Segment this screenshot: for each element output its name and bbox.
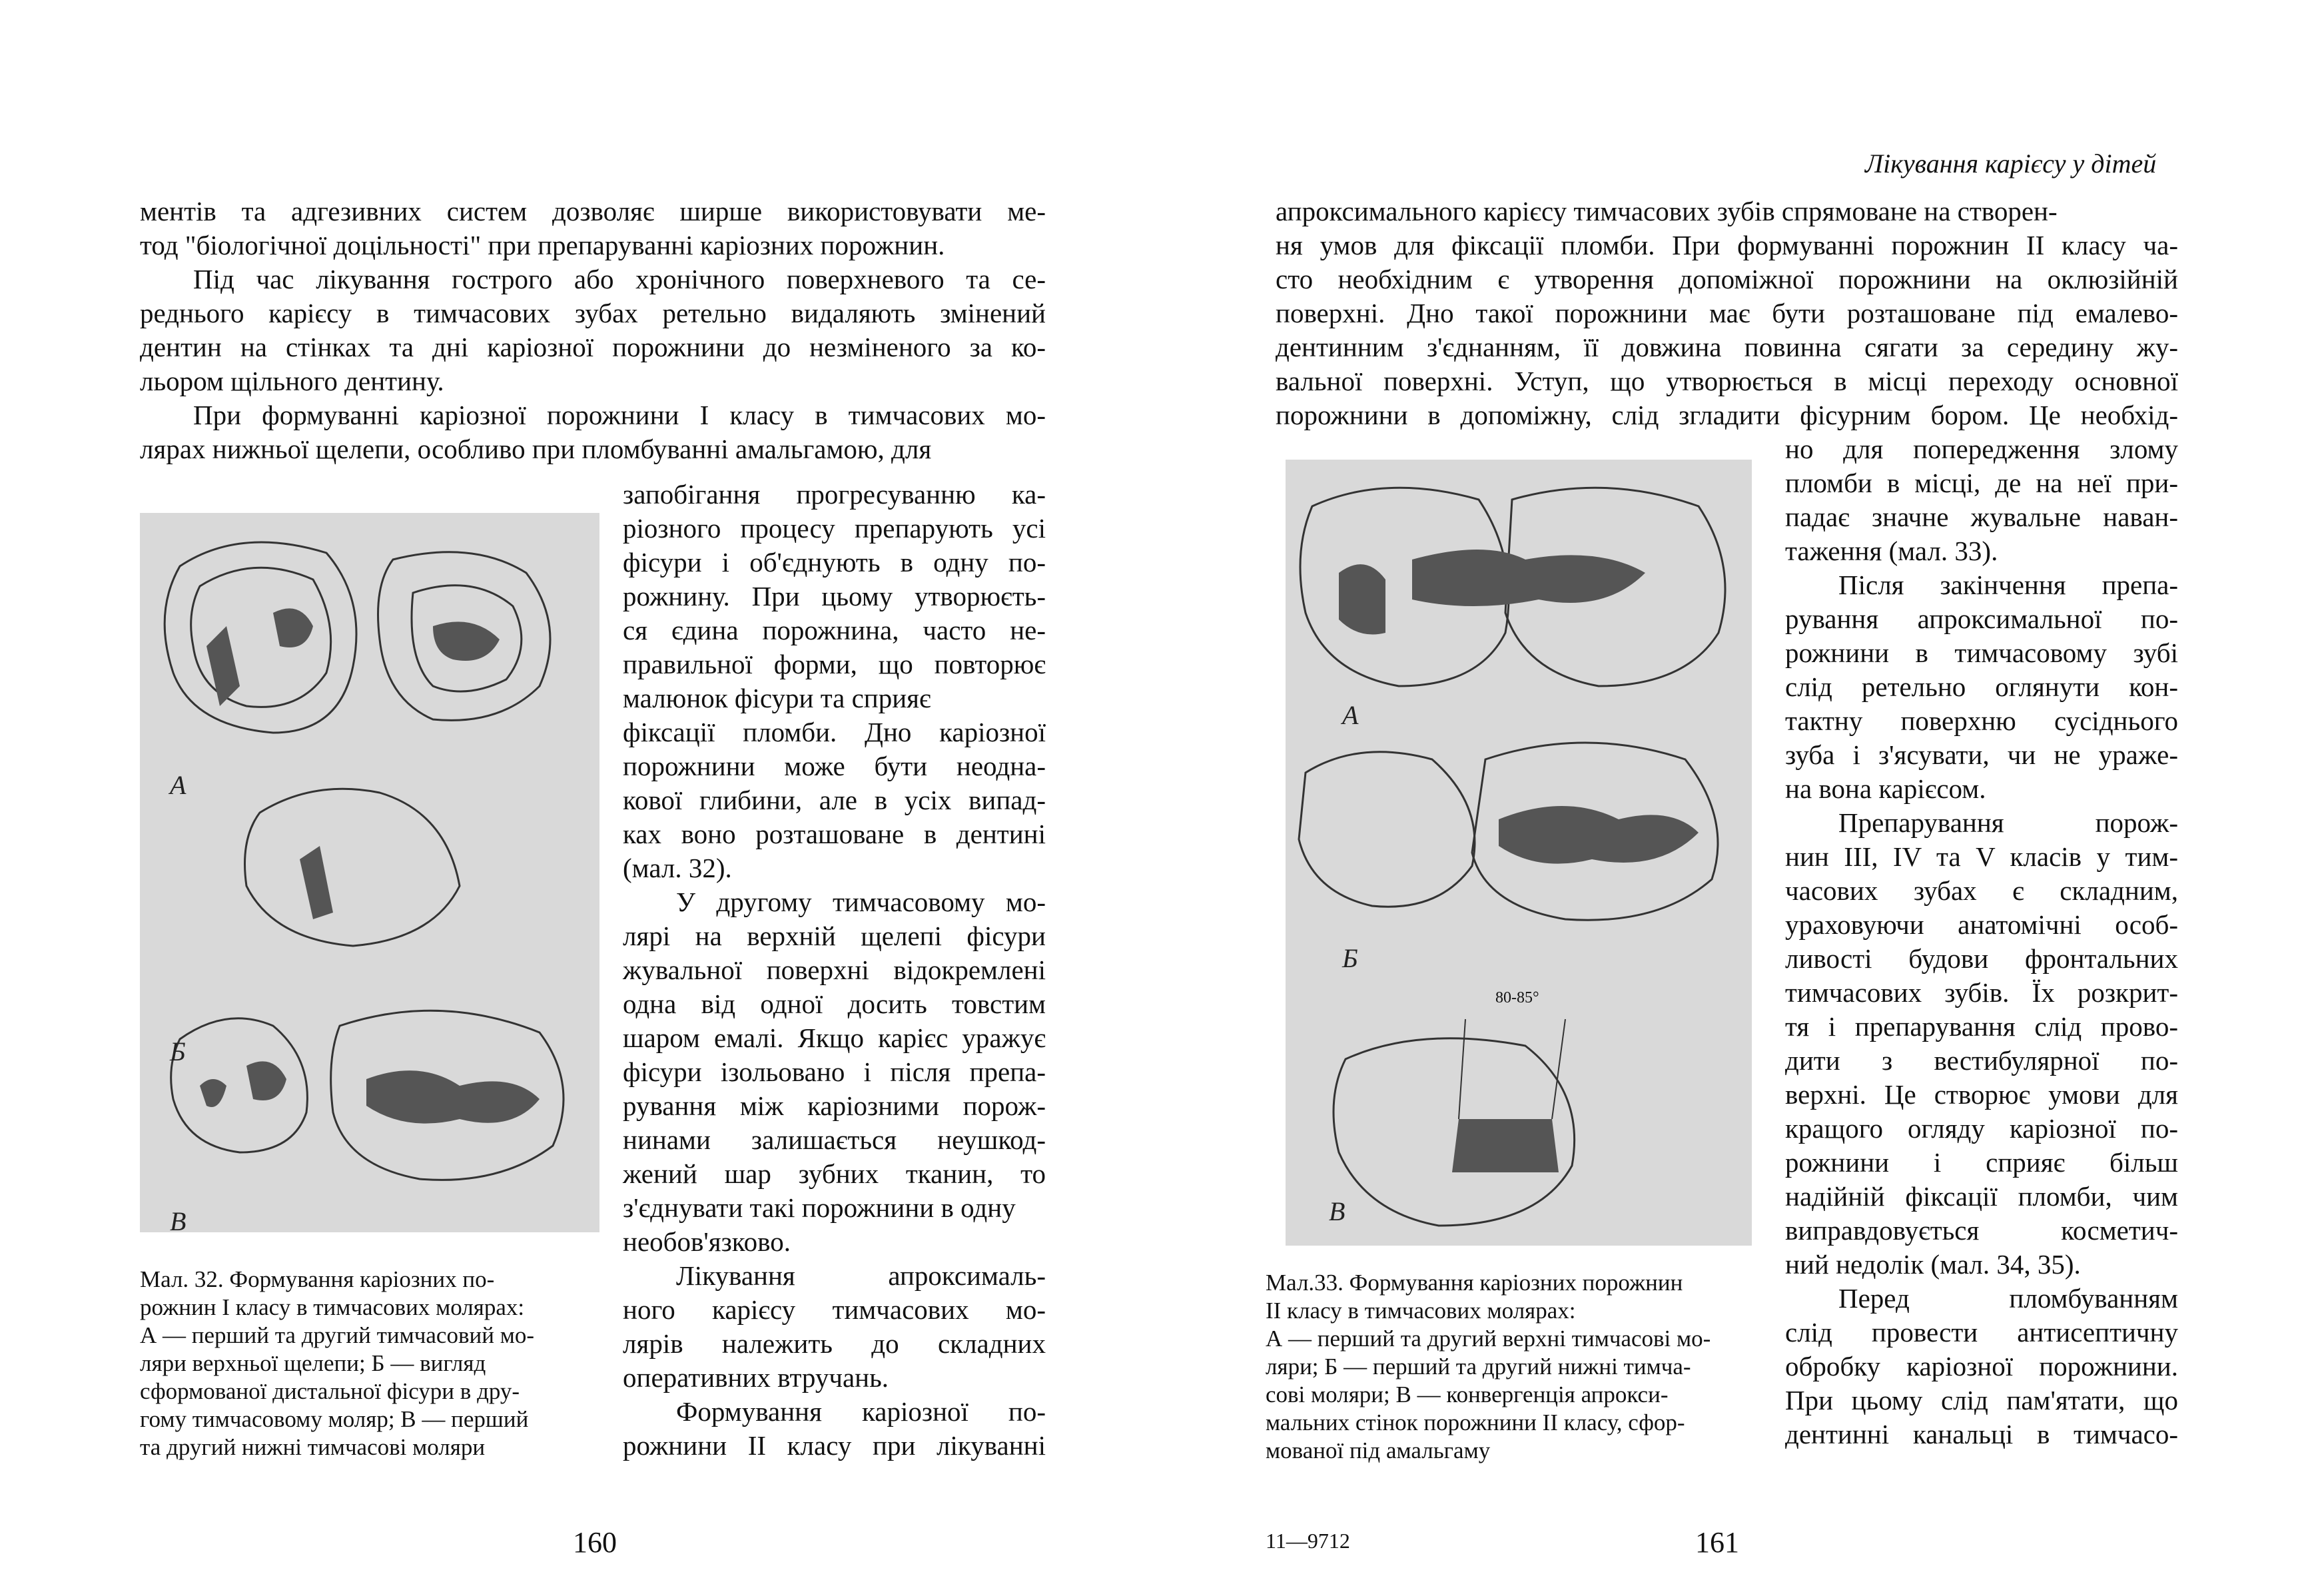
- text-line: верхні. Це створює умови для: [1785, 1079, 2178, 1110]
- running-header: Лікування карієсу у дітей: [1865, 149, 2157, 179]
- text-line: таження (мал. 33).: [1785, 536, 1998, 566]
- text-line: апроксимального карієсу тимчасових зубів спрямоване на створен-: [1276, 196, 2058, 226]
- text-line: шаром емалі. Якщо карієс уражує: [623, 1022, 1046, 1053]
- text-line: ріозного процесу препарують усі: [623, 513, 1046, 544]
- text-line: фісури і об'єднують в одну по-: [623, 547, 1046, 578]
- signature-mark: 11—9712: [1266, 1529, 1350, 1553]
- text-line: тактну поверхню сусіднього: [1785, 705, 2178, 736]
- caption-line: рожнин І класу в тимчасових молярах:: [140, 1294, 525, 1320]
- text-line: часових зубах є складним,: [1785, 875, 2178, 906]
- text-line: У другому тимчасовому мо-: [676, 887, 1046, 917]
- text-line: ках воно розташоване в дентині: [623, 819, 1046, 849]
- text-line: Після закінчення препа-: [1838, 570, 2178, 600]
- figure-33-image: [1286, 460, 1752, 1246]
- text-line: слід ретельно оглянути кон-: [1785, 671, 2178, 702]
- text-line: ливості будови фронтальних: [1785, 943, 2178, 974]
- caption-line: мальних стінок порожнини II класу, сфор-: [1266, 1409, 1685, 1435]
- right-full-text: [1276, 195, 2178, 432]
- text-line: кової глибини, але в усіх випад-: [623, 785, 1046, 815]
- text-line: на вона карієсом.: [1785, 773, 1986, 804]
- text-line: вальної поверхні. Уступ, що утворюється в місці переходу основної: [1276, 366, 2178, 396]
- text-line: зуба і з'ясувати, чи не уражe-: [1785, 739, 2178, 770]
- text-line: дентинні канальці в тимчасо-: [1785, 1419, 2178, 1449]
- text-line: тод "біологічної доцільності" при препаруванні каріозних порожнин.: [140, 230, 945, 260]
- text-line: рожнини в тимчасовому зубі: [1785, 637, 2178, 668]
- text-line: ний недолік (мал. 34, 35).: [1785, 1249, 2081, 1280]
- text-line: тя і препарування слід прово-: [1785, 1011, 2178, 1042]
- figure-label: А: [1342, 700, 1359, 730]
- figure-label: Б: [1342, 943, 1358, 973]
- text-line: Препарування порож-: [1838, 807, 2178, 838]
- figure-label: А: [170, 770, 187, 800]
- left-full-text: [140, 195, 1046, 466]
- text-line: рування між каріозними порож-: [623, 1090, 1046, 1121]
- caption-line: та другий нижні тимчасові моляри: [140, 1434, 486, 1460]
- caption-line: Мал.33. Формування каріозних порожнин: [1266, 1270, 1683, 1296]
- page-number-right: 161: [1695, 1526, 1739, 1559]
- caption-line: сформованої дистальної фісури в дру-: [140, 1378, 520, 1404]
- text-line: При формуванні каріозної порожнини І класу в тимчасових мо-: [193, 400, 1046, 430]
- text-line: Формування каріозної по-: [676, 1396, 1046, 1427]
- text-line: порожнини в допоміжну, слід згладити фісурним бором. Це необхід-: [1276, 400, 2178, 430]
- text-line: рування апроксимальної по-: [1785, 603, 2178, 634]
- text-line: Перед пломбуванням: [1838, 1283, 2178, 1314]
- caption-line: II класу в тимчасових молярах:: [1266, 1298, 1576, 1324]
- text-line: сто необхідним є утворення допоміжної порожнини на оклюзійній: [1276, 264, 2178, 294]
- figure-label: В: [170, 1206, 187, 1236]
- caption-line: сові моляри; В — конвергенція апрокси-: [1266, 1382, 1669, 1407]
- text-line: фісури ізольовано і після препа-: [623, 1056, 1046, 1087]
- text-line: ня умов для фіксації пломби. При формуванні порожнин II класу ча-: [1276, 230, 2178, 260]
- text-line: оперативних втручань.: [623, 1362, 889, 1393]
- text-line: При цьому слід пам'ятати, що: [1785, 1385, 2178, 1415]
- text-line: поверхні. Дно такої порожнини має бути розташоване під емалево-: [1276, 298, 2178, 328]
- figure-angle-label: 80-85°: [1495, 989, 1539, 1006]
- caption-line: Мал. 32. Формування каріозних по-: [140, 1266, 495, 1292]
- text-line: ного карієсу тимчасових мо-: [623, 1294, 1046, 1325]
- text-line: одна від одної досить товстим: [623, 989, 1046, 1019]
- text-line: реднього карієсу в тимчасових зубах ретельно видаляють змінений: [140, 298, 1046, 328]
- caption-line: гому тимчасовому моляр; В — перший: [140, 1406, 529, 1432]
- page-number-left: 160: [573, 1526, 617, 1559]
- text-line: тимчасових зубів. Їх розкрит-: [1785, 977, 2178, 1008]
- text-line: рожнини II класу при лікуванні: [623, 1430, 1046, 1461]
- text-line: рожнини і сприяє більш: [1785, 1147, 2178, 1178]
- caption-line: А — перший та другий тимчасовий мо-: [140, 1322, 535, 1348]
- caption-line: мованої під амальгаму: [1266, 1437, 1491, 1463]
- text-line: жувальної поверхні відокремлені: [623, 955, 1046, 985]
- text-line: нин III, IV та V класів у тим-: [1785, 841, 2178, 872]
- text-line: правильної форми, що повторює: [623, 649, 1046, 679]
- right-column-text: [1785, 432, 2178, 1451]
- text-line: порожнини може бути неодна-: [623, 751, 1046, 781]
- text-line: дентинним з'єднанням, її довжина повинна сягати за середину жу-: [1276, 332, 2178, 362]
- caption-line: А — перший та другий верхні тимчасові мо-: [1266, 1326, 1711, 1352]
- text-line: но для попередження злому: [1785, 434, 2178, 464]
- text-line: малюнок фісури та сприяє: [623, 683, 931, 713]
- text-line: падає значне жувальне наван-: [1785, 502, 2178, 532]
- figure-32-image: [140, 513, 599, 1232]
- figure-32-caption: [140, 1266, 606, 1461]
- left-column-text: [623, 478, 1046, 1463]
- text-line: дентин на стінках та дні каріозної порожнини до незміненого за ко-: [140, 332, 1046, 362]
- text-line: фіксації пломби. Дно каріозної: [623, 717, 1046, 747]
- text-line: ментів та адгезивних систем дозволяє ширше використовувати ме-: [140, 196, 1046, 226]
- text-line: льором щільного дентину.: [140, 366, 444, 396]
- figure-label: В: [1329, 1196, 1345, 1226]
- text-line: кращого огляду каріозної по-: [1785, 1113, 2178, 1144]
- text-line: жений шар зубних тканин, то: [623, 1158, 1046, 1189]
- text-line: слід провести антисептичну: [1785, 1317, 2178, 1348]
- text-line: ся єдина порожнина, часто не-: [623, 615, 1046, 645]
- caption-line: ляри; Б — перший та другий нижні тимча-: [1266, 1354, 1691, 1380]
- text-line: рожнину. При цьому утворюєть-: [623, 581, 1046, 611]
- text-line: обробку каріозної порожнини.: [1785, 1351, 2178, 1382]
- text-line: лярах нижньої щелепи, особливо при пломбуванні амальгамою, для: [140, 434, 932, 464]
- text-line: запобігання прогресуванню ка-: [623, 479, 1046, 510]
- figure-33-caption: [1266, 1269, 1758, 1465]
- text-line: лярі на верхній щелепі фісури: [623, 921, 1046, 951]
- text-line: надійній фіксації пломби, чим: [1785, 1181, 2178, 1212]
- text-line: виправдовується косметич-: [1785, 1215, 2178, 1246]
- text-line: лярів належить до складних: [623, 1328, 1046, 1359]
- figure-label: Б: [170, 1036, 186, 1066]
- text-line: з'єднувати такі порожнини в одну: [623, 1192, 1016, 1223]
- text-line: пломби в місці, де на неї при-: [1785, 468, 2178, 498]
- caption-line: ляри верхньої щелепи; Б — вигляд: [140, 1350, 486, 1376]
- text-line: дити з вестибулярної по-: [1785, 1045, 2178, 1076]
- text-line: ураховуючи анатомічні особ-: [1785, 909, 2178, 940]
- text-line: (мал. 32).: [623, 853, 732, 883]
- text-line: необов'язково.: [623, 1226, 791, 1257]
- text-line: Під час лікування гострого або хронічного поверхневого та се-: [193, 264, 1046, 294]
- text-line: Лікування апроксималь-: [676, 1260, 1046, 1291]
- text-line: нинами залишається неушкод-: [623, 1124, 1046, 1155]
